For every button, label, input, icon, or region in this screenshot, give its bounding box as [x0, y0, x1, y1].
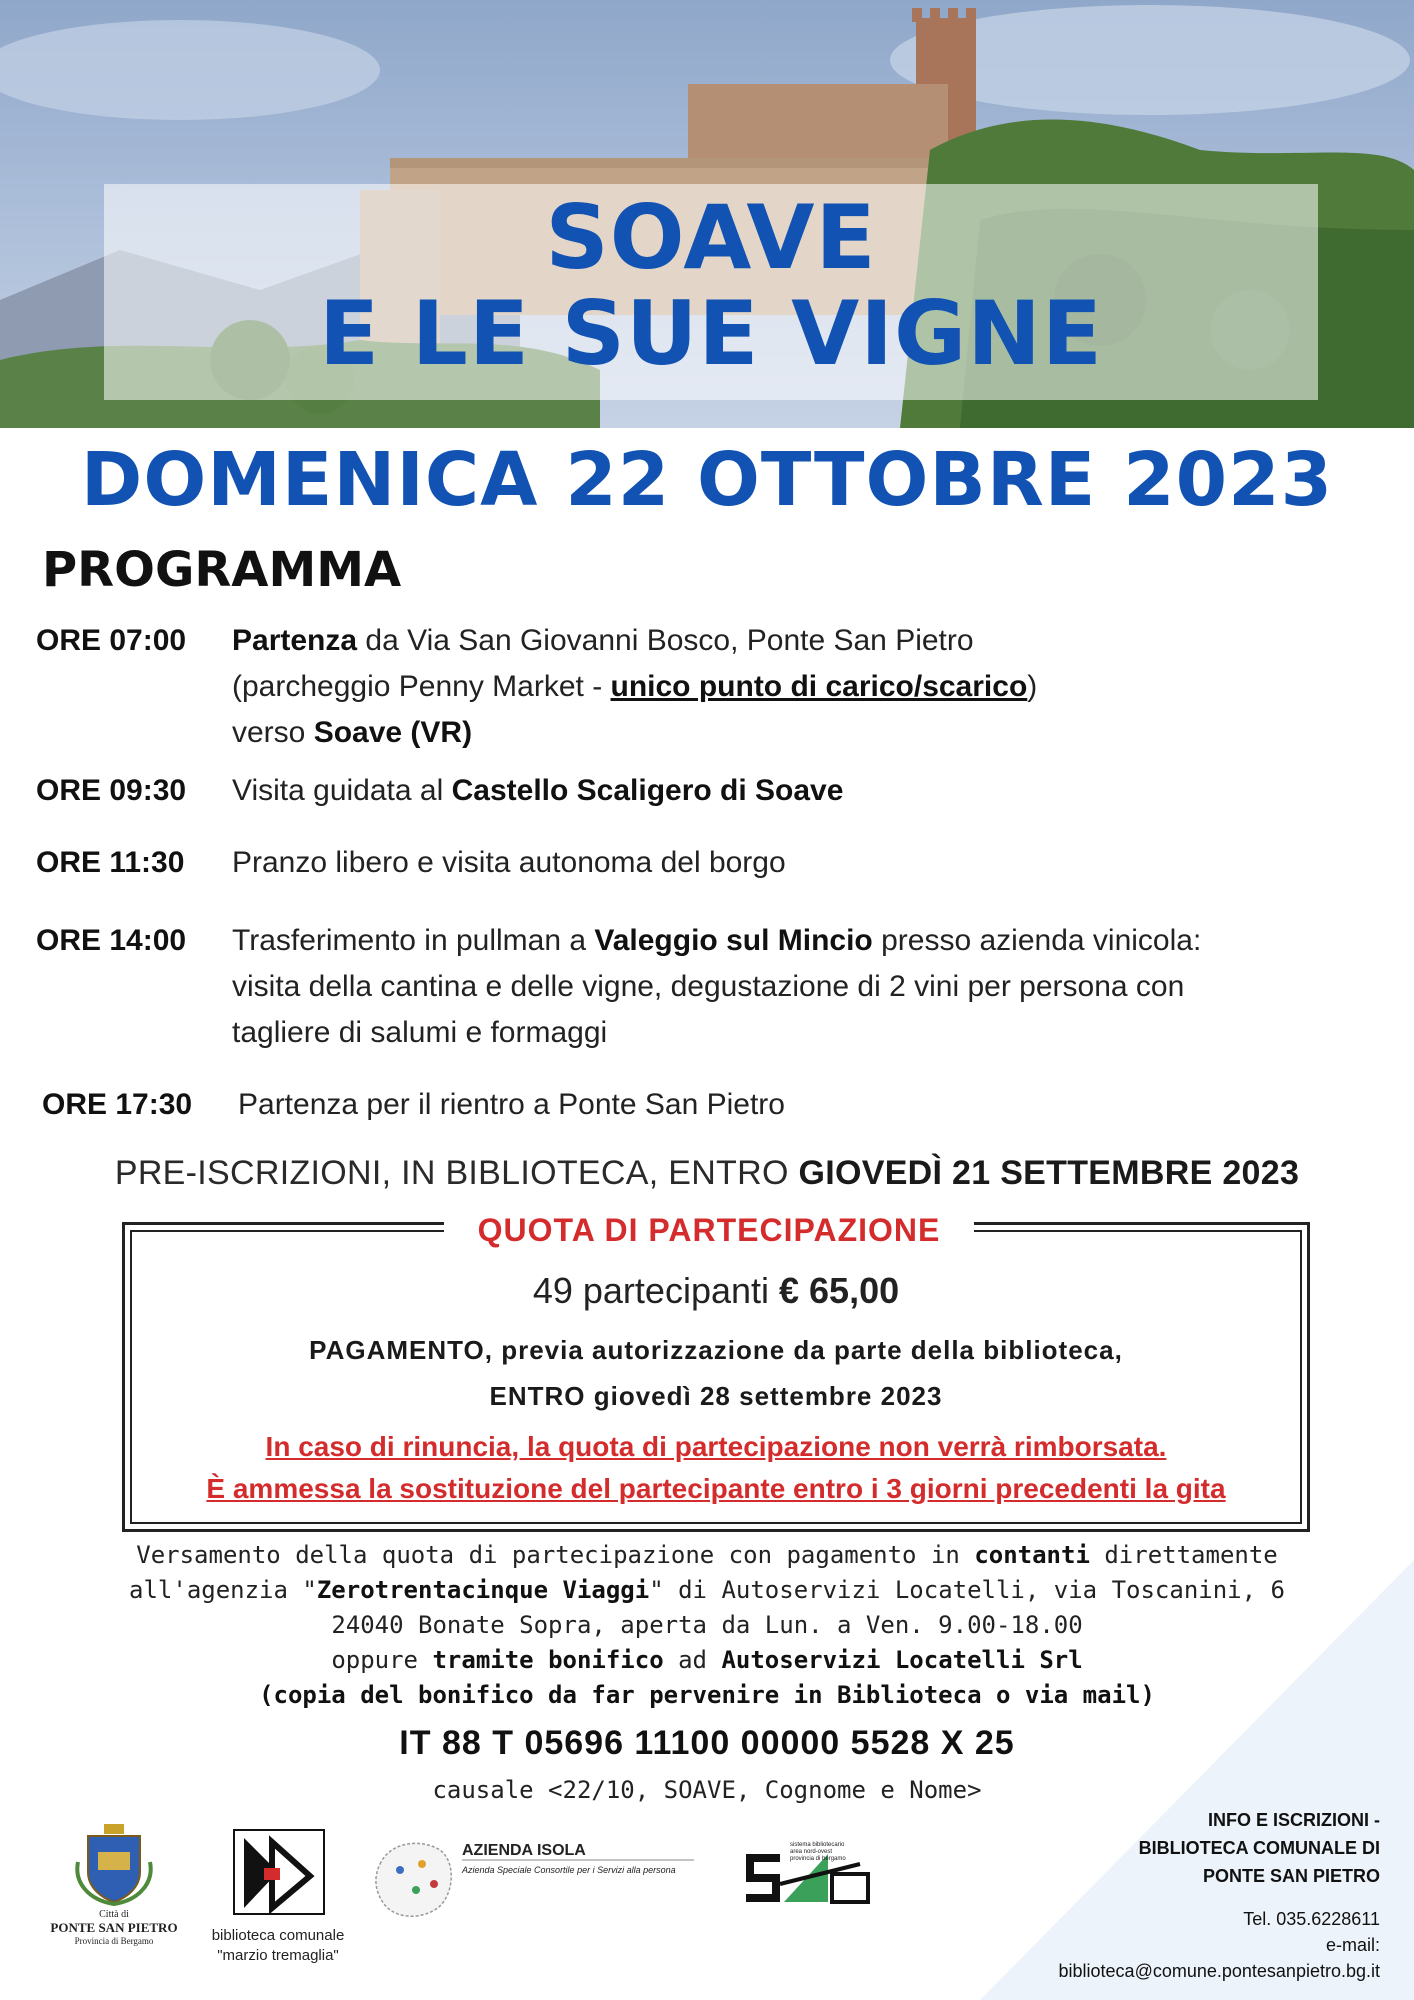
bold-text: contanti	[974, 1541, 1090, 1569]
text-segment: Trasferimento in pullman a	[232, 924, 595, 957]
text-segment: Pranzo libero e visita autonoma del borgo	[232, 846, 786, 879]
price-value: € 65,00	[779, 1270, 900, 1311]
text-segment: ad	[663, 1646, 722, 1674]
event-date: DOMENICA 22 OTTOBRE 2023	[80, 437, 1334, 523]
azienda-isola-subtitle: Azienda Speciale Consortile per i Servizi alla persona	[462, 1865, 676, 1875]
biblioteca-label-line2: "marzio tremaglia"	[217, 1947, 339, 1964]
text-segment: visita della cantina e delle vigne, degustazione di 2 vini per persona con	[232, 970, 1185, 1003]
text-segment: all'agenzia "	[129, 1576, 317, 1604]
info-email-label: e-mail:	[1325, 1935, 1380, 1955]
text-segment: direttamente	[1089, 1541, 1278, 1569]
preregistration-text: PRE-ISCRIZIONI, IN BIBLIOTECA, ENTRO	[114, 1154, 799, 1192]
payment-deadline: ENTRO giovedì 28 settembre 2023	[489, 1381, 943, 1411]
azienda-isola-name: AZIENDA ISOLA	[462, 1842, 586, 1859]
bold-text: Zerotrentacinque Viaggi	[316, 1576, 650, 1604]
text-segment: tagliere di salumi e formaggi	[232, 1016, 608, 1049]
description-line	[232, 710, 1392, 756]
info-heading-line3: PONTE SAN PIETRO	[1202, 1866, 1380, 1886]
event-title-line1: SOAVE	[545, 186, 877, 289]
text-segment: )	[1027, 670, 1038, 703]
bold-text: (copia del bonifico da far pervenire in Biblioteca o via mail)	[259, 1681, 1155, 1709]
refund-warning: In caso di rinuncia, la quota di partecipazione non verrà rimborsata.	[265, 1431, 1167, 1462]
comune-crest-icon	[74, 1822, 154, 1906]
payment-reference: causale <22/10, SOAVE, Cognome e Nome>	[432, 1776, 982, 1804]
schedule-description	[232, 768, 1392, 814]
schedule-time: ORE 14:00	[36, 924, 187, 957]
quota-heading: QUOTA DI PARTECIPAZIONE	[444, 1206, 974, 1254]
bold-text: Valeggio sul Mincio	[594, 924, 873, 957]
description-line	[238, 1082, 1398, 1128]
program-heading: PROGRAMMA	[42, 542, 402, 598]
info-email[interactable]: biblioteca@comune.pontesanpietro.bg.it	[1058, 1961, 1380, 1981]
text-segment: presso azienda vinicola:	[872, 924, 1202, 957]
bold-text: tramite bonifico	[432, 1646, 664, 1674]
description-line	[232, 918, 1392, 964]
schedule-description	[232, 840, 1392, 886]
azienda-isola-map-icon	[370, 1834, 460, 1924]
schedule-description	[232, 918, 1392, 1056]
schedule-time: ORE 09:30	[36, 774, 187, 807]
text-segment: da Via San Giovanni Bosco, Ponte San Pietro	[357, 624, 974, 657]
text-segment: oppure	[331, 1646, 433, 1674]
bold-text: Soave (VR)	[313, 716, 473, 749]
description-line	[232, 964, 1392, 1010]
schedule-time: ORE 07:00	[36, 624, 187, 657]
text-segment: (parcheggio Penny Market -	[232, 670, 611, 703]
event-title-line2: E LE SUE VIGNE	[319, 282, 1103, 385]
bold-text: Castello Scaligero di Soave	[451, 774, 844, 807]
azienda-divider	[462, 1858, 694, 1862]
text-segment: Visita guidata al	[232, 774, 452, 807]
payment-condition: PAGAMENTO, previa autorizzazione da parte della biblioteca,	[309, 1335, 1123, 1365]
schedule-time: ORE 17:30	[42, 1088, 193, 1121]
biblioteca-logo-icon	[232, 1828, 326, 1916]
info-heading-line2: BIBLIOTECA COMUNALE DI	[1138, 1838, 1380, 1858]
payment-info-line	[0, 1678, 1414, 1713]
payment-info-line	[0, 1608, 1414, 1643]
comune-label-small: Città di	[99, 1909, 129, 1920]
sistema-label-line2: area nord-ovest	[790, 1849, 833, 1855]
preregistration-deadline	[0, 1146, 1414, 1200]
bold-text: Partenza	[232, 624, 358, 657]
text-segment: " di Autoservizi Locatelli, via Toscanini, 6	[649, 1576, 1285, 1604]
substitution-note: È ammessa la sostituzione del partecipante entro i 3 giorni precedenti la gita	[206, 1473, 1226, 1504]
schedule-description	[238, 1082, 1398, 1128]
text-segment: Versamento della quota di partecipazione con pagamento in	[136, 1541, 975, 1569]
payment-info-line	[0, 1643, 1414, 1678]
quota-price	[130, 1266, 1302, 1316]
text-segment: 24040 Bonate Sopra, aperta da Lun. a Ven. 9.00-18.00	[331, 1611, 1083, 1639]
description-line	[232, 840, 1392, 886]
description-line	[232, 618, 1392, 664]
description-line	[232, 768, 1392, 814]
participants-count: 49 partecipanti	[532, 1270, 780, 1311]
sistema-label-line1: sistema bibliotecario	[790, 1842, 845, 1848]
biblioteca-label-line1: biblioteca comunale	[211, 1927, 345, 1944]
schedule-description	[232, 618, 1392, 756]
sistema-label-line3: provincia di bergamo	[790, 1856, 846, 1862]
comune-label-name: PONTE SAN PIETRO	[50, 1920, 178, 1935]
comune-label-province: Provincia di Bergamo	[74, 1936, 154, 1946]
info-phone: Tel. 035.6228611	[1243, 1909, 1380, 1929]
description-line	[232, 664, 1392, 710]
preregistration-date: GIOVEDÌ 21 SETTEMBRE 2023	[798, 1154, 1300, 1192]
text-segment: verso	[232, 716, 314, 749]
payment-info-line	[0, 1538, 1414, 1573]
schedule-time: ORE 11:30	[36, 846, 185, 879]
bold-text: Autoservizi Locatelli Srl	[721, 1646, 1083, 1674]
underlined-text: unico punto di carico/scarico	[610, 670, 1028, 703]
text-segment: Partenza per il rientro a Ponte San Pietro	[238, 1088, 785, 1121]
info-heading-line1: INFO E ISCRIZIONI -	[1207, 1810, 1380, 1830]
description-line	[232, 1010, 1392, 1056]
payment-info-line	[0, 1573, 1414, 1608]
iban: IT 88 T 05696 11100 00000 5528 X 25	[399, 1724, 1015, 1762]
